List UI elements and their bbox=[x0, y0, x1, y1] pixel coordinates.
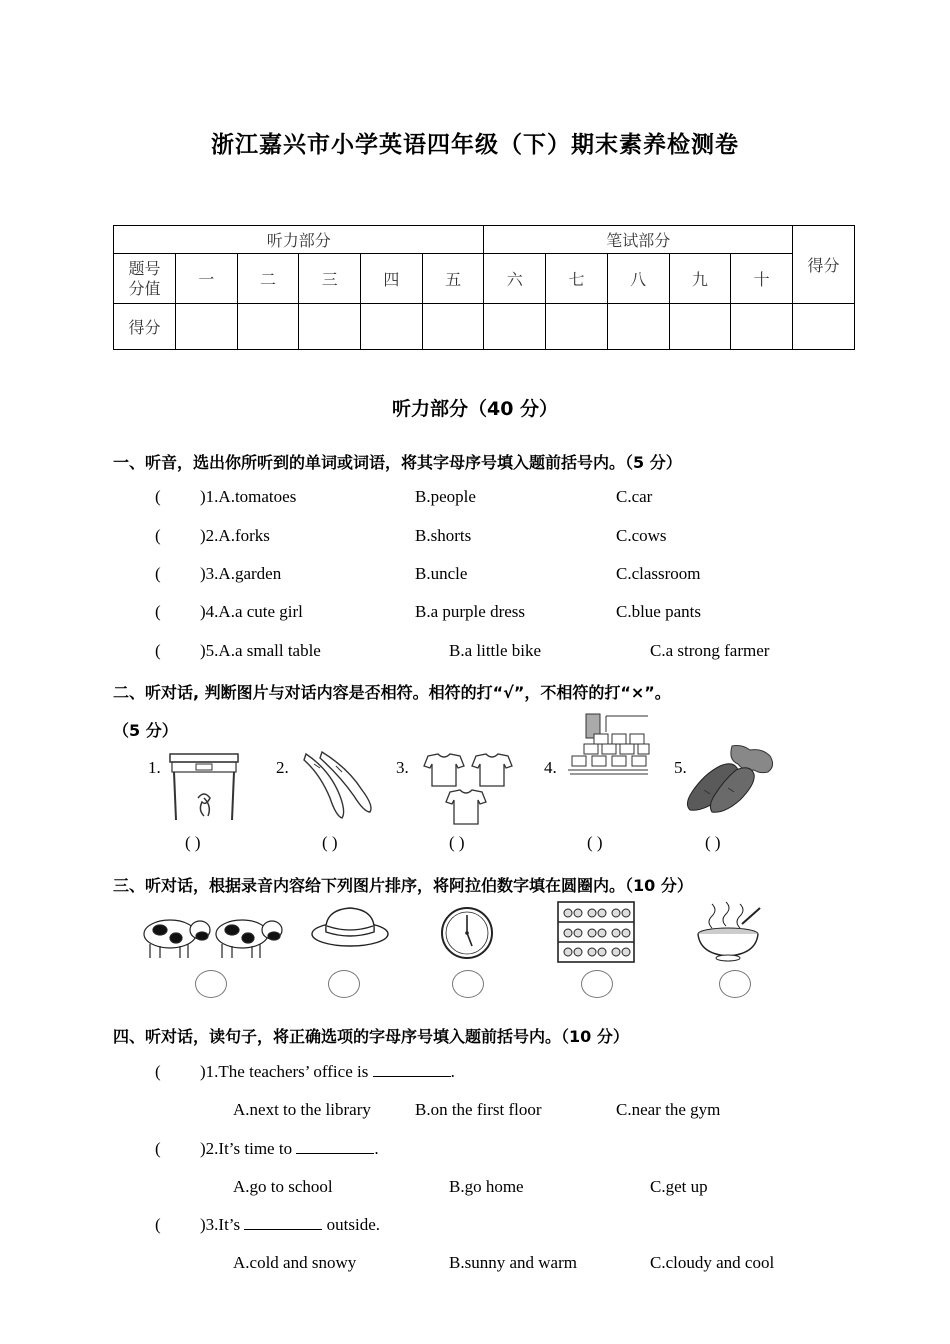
question-text: )1.The teachers’ office is bbox=[200, 1062, 369, 1081]
option-b: B.on the first floor bbox=[415, 1100, 542, 1119]
judgement-paren[interactable]: ( ) bbox=[449, 833, 465, 852]
question-number: 四 bbox=[361, 254, 423, 304]
question-1 bbox=[200, 1062, 455, 1082]
question-end: . bbox=[450, 1062, 455, 1081]
part1-heading: 一、听音，选出你所听到的单词或词语，将其字母序号填入题前括号内。（5 分） bbox=[113, 453, 682, 472]
option-c: C.blue pants bbox=[616, 602, 701, 621]
answer-paren[interactable]: ( bbox=[155, 526, 161, 545]
option-a: )4.A.a cute girl bbox=[200, 602, 303, 621]
score-cell[interactable] bbox=[793, 304, 855, 350]
score-cell[interactable] bbox=[361, 304, 423, 350]
computer-room-image bbox=[566, 712, 650, 776]
question-number: 七 bbox=[546, 254, 608, 304]
picture-label: 1. bbox=[148, 758, 161, 777]
writing-header: 笔试部分 bbox=[484, 226, 793, 254]
answer-paren[interactable]: ( bbox=[155, 602, 161, 621]
option-c: C.cows bbox=[616, 526, 667, 545]
order-circle[interactable] bbox=[581, 970, 613, 998]
answer-blank[interactable] bbox=[373, 1062, 451, 1077]
score-cell[interactable] bbox=[422, 304, 484, 350]
sausages-image bbox=[300, 750, 378, 822]
picture-label: 2. bbox=[276, 758, 289, 777]
soup-bowl-image bbox=[692, 900, 764, 962]
option-a: A.go to school bbox=[233, 1177, 333, 1196]
option-a: )5.A.a small table bbox=[200, 641, 321, 660]
score-cell[interactable] bbox=[484, 304, 546, 350]
cows-image bbox=[136, 906, 286, 964]
judgement-paren[interactable]: ( ) bbox=[705, 833, 721, 852]
question-number: 十 bbox=[731, 254, 793, 304]
part2-heading: 二、听对话, 判断图片与对话内容是否相符。相符的打“√”，不相符的打“×”。 bbox=[113, 683, 671, 702]
option-c: C.get up bbox=[650, 1177, 708, 1196]
option-b: B.a little bike bbox=[449, 641, 542, 660]
picture-label: 4. bbox=[544, 758, 557, 777]
question-text: )3.It’s bbox=[200, 1215, 241, 1234]
t-shirts-image bbox=[422, 752, 514, 826]
answer-paren[interactable]: ( bbox=[155, 487, 161, 506]
question-number: 九 bbox=[669, 254, 731, 304]
answer-paren[interactable]: ( bbox=[155, 1215, 161, 1234]
option-a: )3.A.garden bbox=[200, 564, 282, 583]
option-b: B.go home bbox=[449, 1177, 524, 1196]
exam-title: 浙江嘉兴市小学英语四年级（下）期末素养检测卷 bbox=[211, 132, 739, 158]
answer-paren[interactable]: ( bbox=[155, 564, 161, 583]
option-c: C.a strong farmer bbox=[650, 641, 770, 660]
answer-paren[interactable]: ( bbox=[155, 1062, 161, 1081]
carrots-image bbox=[684, 744, 778, 814]
question-number: 八 bbox=[607, 254, 669, 304]
option-c: C.classroom bbox=[616, 564, 701, 583]
answer-paren[interactable]: ( bbox=[155, 641, 161, 660]
question-number: 三 bbox=[299, 254, 361, 304]
option-b: B.sunny and warm bbox=[449, 1253, 577, 1272]
picture-label: 3. bbox=[396, 758, 409, 777]
score-cell[interactable] bbox=[731, 304, 793, 350]
row-label-top: 题号 bbox=[128, 258, 161, 278]
order-circle[interactable] bbox=[195, 970, 227, 998]
score-table bbox=[113, 225, 855, 350]
row-label-bottom: 分值 bbox=[128, 278, 161, 298]
score-cell[interactable] bbox=[607, 304, 669, 350]
row-label bbox=[114, 254, 176, 304]
clock-image bbox=[440, 906, 494, 960]
picture-label: 5. bbox=[674, 758, 687, 777]
option-b: B.shorts bbox=[415, 526, 472, 545]
order-circle[interactable] bbox=[719, 970, 751, 998]
option-c: C.car bbox=[616, 487, 653, 506]
score-row-label: 得分 bbox=[114, 304, 176, 350]
answer-blank[interactable] bbox=[244, 1215, 322, 1230]
total-header: 得分 bbox=[793, 226, 855, 304]
judgement-paren[interactable]: ( ) bbox=[185, 833, 201, 852]
question-text: )2.It’s time to bbox=[200, 1139, 293, 1158]
option-a: )2.A.forks bbox=[200, 526, 270, 545]
question-end: . bbox=[374, 1139, 379, 1158]
score-cell[interactable] bbox=[176, 304, 238, 350]
question-number: 一 bbox=[176, 254, 238, 304]
score-cell[interactable] bbox=[669, 304, 731, 350]
order-circle[interactable] bbox=[328, 970, 360, 998]
listening-section-title: 听力部分（40 分） bbox=[391, 398, 559, 420]
score-cell[interactable] bbox=[299, 304, 361, 350]
option-b: B.uncle bbox=[415, 564, 468, 583]
option-c: C.cloudy and cool bbox=[650, 1253, 775, 1272]
question-end: outside. bbox=[326, 1215, 380, 1234]
judgement-paren[interactable]: ( ) bbox=[587, 833, 603, 852]
option-b: B.people bbox=[415, 487, 476, 506]
part2-heading-points: （5 分） bbox=[113, 721, 178, 740]
question-2 bbox=[200, 1139, 379, 1159]
question-3 bbox=[200, 1215, 380, 1235]
question-number: 二 bbox=[237, 254, 299, 304]
question-number: 五 bbox=[422, 254, 484, 304]
part3-heading: 三、听对话，根据录音内容给下列图片排序，将阿拉伯数字填在圆圈内。（10 分） bbox=[113, 876, 693, 895]
option-a: A.cold and snowy bbox=[233, 1253, 357, 1272]
glasses-shelf-image bbox=[556, 900, 636, 964]
listening-header: 听力部分 bbox=[114, 226, 484, 254]
part4-heading: 四、听对话，读句子，将正确选项的字母序号填入题前括号内。（10 分） bbox=[113, 1027, 629, 1046]
option-c: C.near the gym bbox=[616, 1100, 721, 1119]
answer-paren[interactable]: ( bbox=[155, 1139, 161, 1158]
score-cell[interactable] bbox=[237, 304, 299, 350]
option-b: B.a purple dress bbox=[415, 602, 526, 621]
table-with-scarf-image bbox=[168, 750, 240, 822]
answer-blank[interactable] bbox=[296, 1139, 374, 1154]
option-a: A.next to the library bbox=[233, 1100, 371, 1119]
option-a: )1.A.tomatoes bbox=[200, 487, 297, 506]
question-number: 六 bbox=[484, 254, 546, 304]
order-circle[interactable] bbox=[452, 970, 484, 998]
hat-image bbox=[310, 904, 390, 948]
judgement-paren[interactable]: ( ) bbox=[322, 833, 338, 852]
score-cell[interactable] bbox=[546, 304, 608, 350]
